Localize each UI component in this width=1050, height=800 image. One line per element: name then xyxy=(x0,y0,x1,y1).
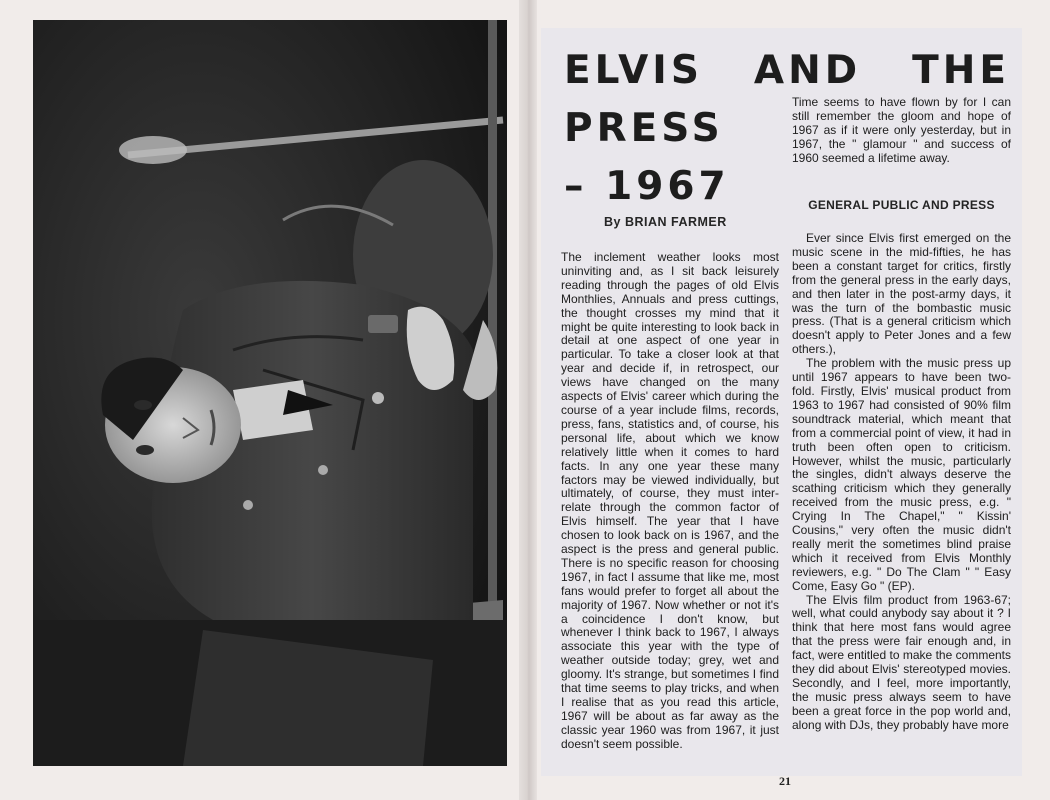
article-column-2-top xyxy=(792,96,1011,166)
title-line-1 xyxy=(564,42,1010,100)
body-paragraph: The Elvis film product from 1963-67; well, what could anybody say about it ? I think that here most fans would agree that the press were fair enough and, in fact, were entitled to make the comments they did about Elvis' stereotyped movies. Secondly, and I feel, more importantly, the music press always seem to have been a great force in the pop world and, along with DJs, they probably have more xyxy=(792,592,1011,732)
article-column-1 xyxy=(561,251,779,752)
page-gutter xyxy=(519,0,537,800)
elvis-photograph xyxy=(33,20,507,766)
title-word-and: AND xyxy=(753,48,862,93)
continued-paragraph: Time seems to have flown by for I can still remember the gloom and hope of 1967 as if it were only yesterday, but in 1967, the " glamour " and success of 1960 seemed a lifetime away. xyxy=(792,95,1011,165)
section-subheading: GENERAL PUBLIC AND PRESS xyxy=(808,198,995,212)
intro-paragraph: The inclement weather looks most uninviting and, as I sit back leisurely reading through the pages of old Elvis Monthlies, Annuals and press cuttings, the thought crosses my mind that it might be quite interesting to look back in detail at one aspect of one year in particular. To take a closer look at that year and decide if, in retrospect, our views have changed on the many aspects of Elvis' career which during the course of a year include films, records, press, fans, statistics and, of course, his personal life, about which we know relatively little when it comes to hard facts. In any one year these many factors may be viewed individually, but ultimately, of course, they must inter-relate through the common factor of Elvis himself. The year that I have chosen to look back on is 1967, and the aspect is the press and general public. There is no specific reason for choosing 1967, in fact I assume that like me, most fans would prefer to forget all about the majority of 1967. Now whether or not it's a coincidence I don't know, but whenever I think back to 1967, I always associate this year with the type of weather outside today; grey, wet and gloomy. It's strange, but sometimes I find that time seems to play tricks, and when I realise that as you read this article, 1967 will be about as far away as the classic year 1960 was from 1967, it just doesn't seem possible. xyxy=(561,250,779,751)
title-word-elvis: ELVIS xyxy=(564,48,703,93)
byline: By BRIAN FARMER xyxy=(604,215,727,229)
body-paragraph: The problem with the music press up until 1967 appears to have been two-fold. Firstly, Elvis' musical product from 1963 to 1967 had consisted of 90% film soundtrack material, which meant that from a commercial point of view, it had in truth been often open to criticism. However, whilst the music, particularly the singles, didn't always deserve the scathing criticism which they generally received from the music press, e.g. " Crying In The Chapel," " Kissin' Cousins," very often the music didn't really merit the sometimes blind praise which it received from Elvis Monthly reviewers, e.g. " Do The Clam " " Easy Come, Easy Go " (EP). xyxy=(792,356,1011,593)
body-paragraph: Ever since Elvis first emerged on the music scene in the mid-fifties, he has been a constant target for critics, firstly from the general press in the early days, and then later in the post-army days, it was the turn of the bombastic music press. (That is a general criticism which doesn't apply to Peter Jones and a few others.), xyxy=(792,231,1011,357)
title-word-the: THE xyxy=(912,48,1010,93)
title-line-3: – 1967 xyxy=(564,164,730,209)
page-number: 21 xyxy=(779,774,791,788)
title-line-2: PRESS xyxy=(564,106,724,151)
article-column-2 xyxy=(792,232,1011,733)
photograph-image xyxy=(33,20,507,766)
